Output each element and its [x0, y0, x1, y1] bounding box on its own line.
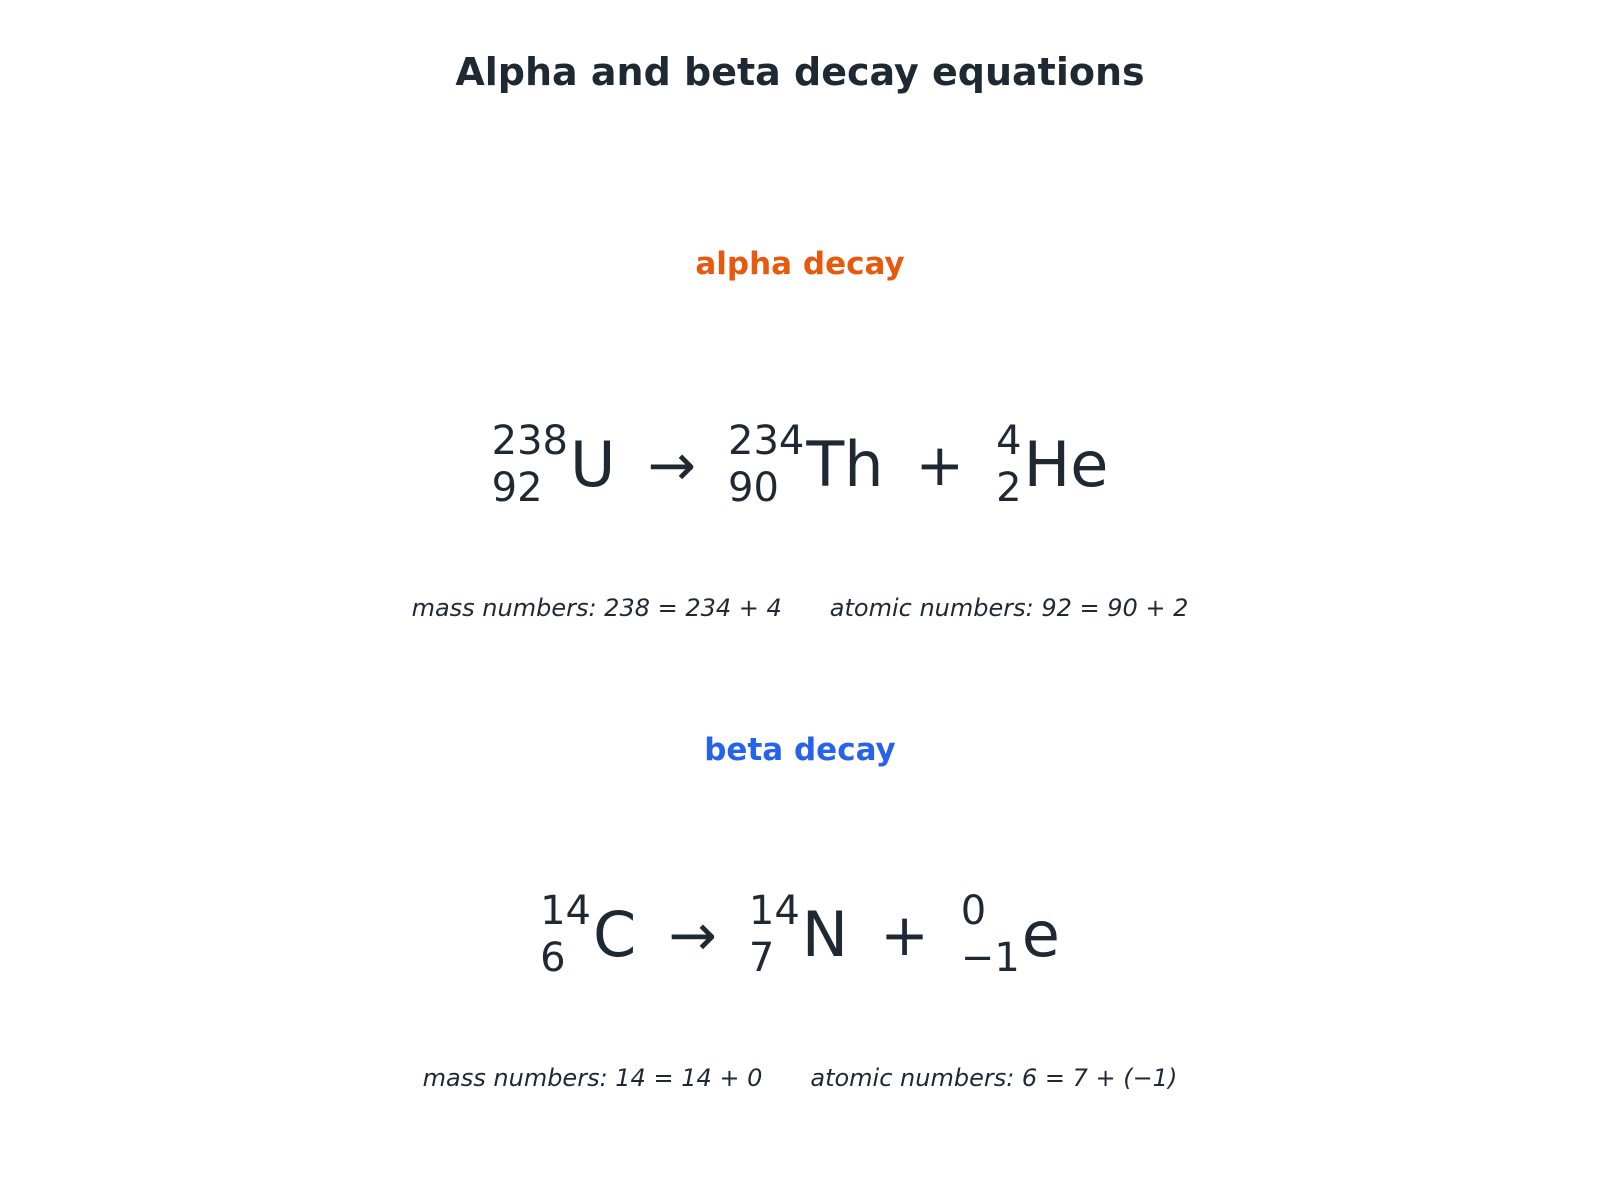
nitrogen-mass-number: 14: [748, 888, 800, 934]
page-title: Alpha and beta decay equations: [455, 50, 1145, 94]
uranium-nuclide: [492, 418, 616, 512]
beta-decay-label: beta decay: [704, 732, 896, 768]
thorium-atomic-number: 90: [728, 465, 779, 512]
uranium-atomic-number: 92: [491, 465, 543, 512]
thorium-nuclide: [728, 418, 884, 512]
beta-decay-equation: [0, 888, 1600, 982]
reaction-arrow: →: [668, 901, 717, 970]
carbon-atomic-number: 6: [540, 935, 566, 982]
thorium-symbol: Th: [806, 428, 884, 502]
alpha-atomic-check: atomic numbers: 92 = 90 + 2: [829, 594, 1189, 622]
beta-mass-check: mass numbers: 14 = 14 + 0: [422, 1064, 763, 1092]
carbon-mass-number: 14: [540, 888, 591, 934]
plus-sign: +: [915, 431, 965, 500]
reaction-arrow: →: [647, 431, 696, 500]
electron-symbol: e: [1021, 898, 1060, 972]
carbon-symbol: C: [592, 898, 637, 972]
thorium-mass-number: 234: [728, 418, 805, 464]
uranium-mass-number: 238: [491, 418, 568, 464]
alpha-mass-check: mass numbers: 238 = 234 + 4: [411, 594, 782, 622]
nitrogen-nuclide: [749, 888, 848, 982]
helium-atomic-number: 2: [996, 465, 1022, 512]
electron-particle: [961, 888, 1060, 982]
plus-sign: +: [880, 901, 929, 970]
beta-conservation-check: [0, 1064, 1600, 1092]
helium-symbol: He: [1023, 428, 1109, 502]
alpha-decay-equation: [0, 418, 1600, 512]
alpha-decay-label: alpha decay: [695, 246, 905, 282]
helium-nuclide: [996, 418, 1108, 512]
nitrogen-symbol: N: [801, 898, 849, 972]
electron-charge-number: −1: [960, 935, 1020, 982]
alpha-conservation-check: [0, 594, 1600, 622]
beta-atomic-check: atomic numbers: 6 = 7 + (−1): [810, 1064, 1178, 1092]
electron-mass-number: 0: [960, 888, 987, 934]
uranium-symbol: U: [570, 428, 616, 502]
helium-mass-number: 4: [996, 418, 1022, 464]
nitrogen-atomic-number: 7: [748, 935, 775, 982]
carbon-nuclide: [540, 888, 636, 982]
